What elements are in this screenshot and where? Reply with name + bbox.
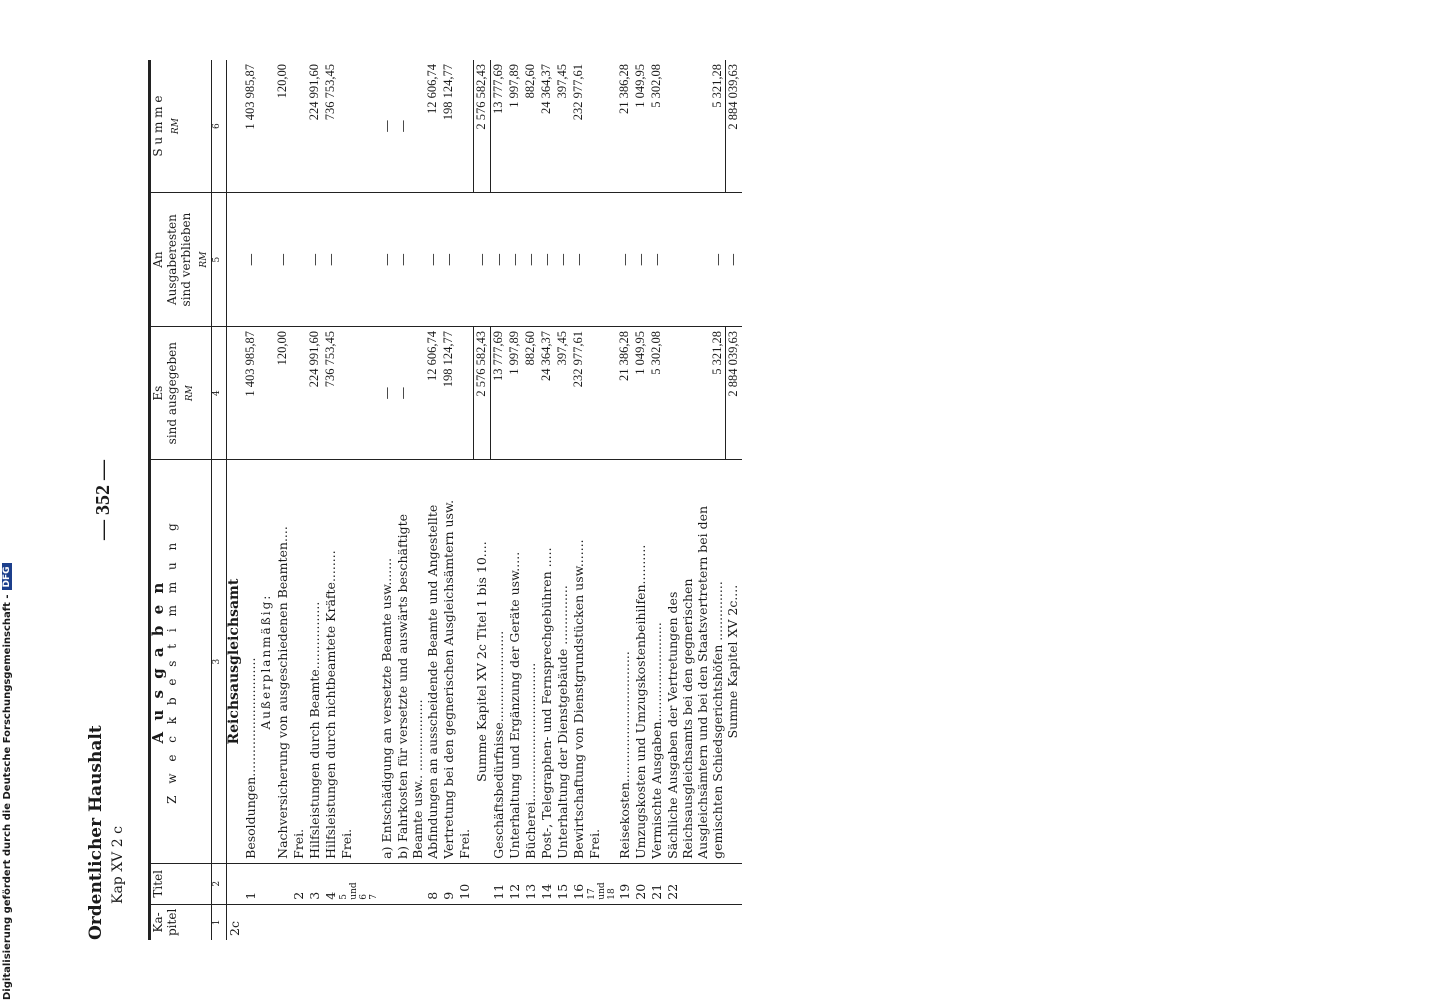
empty-cell (227, 327, 244, 460)
table-row (571, 60, 587, 940)
table-row (395, 60, 425, 940)
empty-cell (243, 904, 259, 940)
empty-cell (307, 904, 323, 940)
subtotal-reste: — (474, 193, 491, 327)
row-text: Sächliche Ausgaben der Vertretungen des Reichsausgleichsamts bei den gegnerischen Ausgleichsämtern und bei den Staatsvertretern bei den gemischten Schiedsgerichtshöfen ............... (665, 460, 725, 864)
row-text: Besoldungen.............................. (243, 460, 259, 864)
row-reste (339, 193, 379, 327)
colnum-3: 3 (212, 460, 227, 864)
row-text: Frei. (587, 460, 617, 864)
row-ausgegeben: 12 606,74 (425, 327, 441, 460)
row-text: Post-, Telegraphen- und Fernsprechgebühren ..... (539, 460, 555, 864)
dfg-side-note (0, 566, 14, 1000)
row-ausgegeben: 1 997,89 (507, 327, 523, 460)
row-ausgegeben: 736 753,45 (323, 327, 339, 460)
row-ausgegeben: — (379, 327, 395, 460)
empty-cell (523, 904, 539, 940)
total-ausgegeben: 2 884 039,63 (725, 327, 742, 460)
row-reste: — (379, 193, 395, 327)
subtotal-row (474, 60, 491, 940)
colnum-1: 1 (212, 904, 227, 940)
empty-cell (633, 904, 649, 940)
empty-cell (259, 193, 275, 327)
empty-cell (441, 904, 457, 940)
table-row (307, 60, 323, 940)
row-titel: 12 (507, 863, 523, 904)
col-summe-header (150, 60, 212, 193)
table-row (339, 60, 379, 940)
empty-cell (395, 904, 425, 940)
row-text: Geschäftsbedürfnisse....................... (491, 460, 508, 864)
row-ausgegeben: 5 321,28 (665, 327, 725, 460)
row-summe: 13 777,69 (491, 60, 508, 193)
row-titel: 21 (649, 863, 665, 904)
row-titel: 15 (555, 863, 571, 904)
row-summe: 882,60 (523, 64, 537, 99)
table-row (291, 60, 307, 940)
row-summe: 736 753,45 (323, 64, 337, 121)
table-row (441, 60, 457, 940)
row-titel: 11 (491, 863, 508, 904)
empty-cell (259, 60, 275, 193)
row-titel: 1 (243, 863, 259, 904)
colnum-4: 4 (212, 327, 227, 460)
row-summe (587, 60, 617, 193)
row-reste: — (395, 193, 425, 327)
row-text: Frei. (457, 460, 474, 864)
col-kapitel-label: Ka- pitel (151, 908, 179, 936)
row-ausgegeben: 224 991,60 (307, 327, 323, 460)
empty-cell (291, 904, 307, 940)
empty-cell (587, 904, 617, 940)
colnum-2: 2 (212, 863, 227, 904)
row-ausgegeben (339, 327, 379, 460)
total-text: Summe Kapitel XV 2c.... (725, 460, 742, 864)
row-titel (379, 863, 395, 904)
empty-cell (425, 904, 441, 940)
dfg-logo: DFG (2, 563, 12, 590)
table-row (649, 60, 665, 940)
col-reste-label: An Ausgaberesten sind verblieben (151, 212, 193, 307)
table-row (425, 60, 441, 940)
row-ausgegeben: 1 049,95 (633, 327, 649, 460)
dfg-note-text: Digitalisierung gefördert durch die Deutsche Forschungsgemeinschaft - (1, 594, 13, 1000)
row-ausgegeben: 397,45 (555, 327, 571, 460)
row-reste: — (571, 193, 587, 327)
page-title: Ordentlicher Haushalt (86, 725, 106, 940)
empty-cell (227, 193, 244, 327)
row-reste: — (617, 193, 633, 327)
col-ausgegeben-unit: RM (185, 385, 195, 402)
row-titel: 5 und 6 7 (339, 863, 379, 904)
row-reste (457, 193, 474, 327)
empty-cell (571, 904, 587, 940)
empty-cell (491, 904, 508, 940)
empty-cell (259, 904, 275, 940)
row-reste: — (665, 193, 725, 327)
row-summe: 397,45 (555, 64, 569, 99)
row-summe: 120,00 (275, 64, 289, 99)
row-reste: — (523, 193, 539, 327)
row-text: Unterhaltung der Dienstgebäude ............... (555, 460, 571, 864)
row-ausgegeben: 198 124,77 (441, 327, 457, 460)
section-ausserplan: Außerplanmäßig: (259, 460, 275, 864)
empty-cell (539, 904, 555, 940)
col-zweck-label: Z w e c k b e s t i m m u n g (165, 519, 179, 804)
table-row (457, 60, 474, 940)
table-row (243, 60, 259, 940)
row-summe: 21 386,28 (617, 64, 631, 114)
empty-cell (725, 863, 742, 904)
row-ausgegeben (291, 327, 307, 460)
col-titel-header (150, 863, 212, 904)
row-titel: 22 (665, 863, 725, 904)
row-ausgegeben: 24 364,37 (539, 327, 555, 460)
page-content (86, 60, 1346, 940)
row-summe: 12 606,74 (425, 64, 439, 114)
empty-cell (649, 904, 665, 940)
row-text: Unterhaltung und Ergänzung der Geräte usw..... (507, 460, 523, 864)
subtotal-ausgegeben: 2 576 582,43 (474, 327, 491, 460)
row-summe: 224 991,60 (307, 64, 321, 121)
row-summe: 5 302,08 (649, 64, 663, 108)
row-titel: 14 (539, 863, 555, 904)
row-titel: 9 (441, 863, 457, 904)
total-summe: 2 884 039,63 (725, 60, 742, 193)
colnum-5: 5 (212, 193, 227, 327)
table-row (523, 60, 539, 940)
row-summe: — (379, 119, 394, 133)
row-titel: 17 und 18 (587, 863, 617, 904)
table-row (507, 60, 523, 940)
row-titel: 13 (523, 863, 539, 904)
row-text: Frei. (291, 460, 307, 864)
row-summe: — (395, 119, 410, 133)
page-number: — 352 — (92, 460, 114, 540)
row-ausgegeben: 21 386,28 (617, 327, 633, 460)
empty-cell (379, 904, 395, 940)
row-ausgegeben (587, 327, 617, 460)
row-reste (587, 193, 617, 327)
row-reste: — (649, 193, 665, 327)
row-ausgegeben: 232 977,61 (571, 327, 587, 460)
row-text: Nachversicherung von ausgeschiedenen Beamten.... (275, 460, 291, 864)
empty-cell (275, 904, 291, 940)
empty-cell (725, 904, 742, 940)
col-reste-header (150, 193, 212, 327)
table-row (617, 60, 633, 940)
page-subtitle: Kap XV 2 c (110, 826, 126, 904)
empty-cell (555, 904, 571, 940)
table-row (275, 60, 291, 940)
row-summe: 1 403 985,87 (243, 64, 257, 130)
section-title: Reichsausgleichsamt (227, 460, 244, 864)
row-titel: 4 (323, 863, 339, 904)
table-row (323, 60, 339, 940)
row-reste: — (441, 193, 457, 327)
row-reste (291, 193, 307, 327)
row-titel (275, 863, 291, 904)
row-text: Bewirtschaftung von Dienstgrundstücken usw....... (571, 460, 587, 864)
col-kapitel-header (150, 904, 212, 940)
empty-cell (323, 904, 339, 940)
row-summe: 5 321,28 (709, 64, 724, 108)
row-ausgegeben: 1 403 985,87 (243, 327, 259, 460)
colnum-6: 6 (212, 60, 227, 193)
row-titel: 8 (425, 863, 441, 904)
row-summe: 24 364,37 (539, 64, 553, 114)
subtotal-text: Summe Kapitel XV 2c Titel 1 bis 10.... (474, 460, 491, 864)
row-text: Umzugskosten und Umzugskostenbeihilfen.......... (633, 460, 649, 864)
page-header (86, 60, 148, 940)
row-ausgegeben: 13 777,69 (491, 327, 508, 460)
row-reste: — (425, 193, 441, 327)
row-ausgegeben: 120,00 (275, 327, 291, 460)
row-titel: 10 (457, 863, 474, 904)
col-ausgegeben-header (150, 327, 212, 460)
row-titel (395, 863, 425, 904)
row-text: Hilfsleistungen durch Beamte................. (307, 460, 323, 864)
row-text: Vertretung bei den gegnerischen Ausgleichsämtern usw. (441, 460, 457, 864)
table-row (379, 60, 395, 940)
row-ausgegeben (457, 327, 474, 460)
row-summe: 232 977,61 (571, 64, 585, 121)
table-row (587, 60, 617, 940)
col-titel-label: Titel (151, 869, 165, 898)
row-ausgegeben: 5 302,08 (649, 327, 665, 460)
row-text: Frei. (339, 460, 379, 864)
row-summe (339, 60, 379, 193)
col-reste-unit: RM (199, 251, 209, 268)
col-ausgegeben-label: Es sind ausgegeben (151, 341, 179, 445)
row-text: Bücherei................................... (523, 460, 539, 864)
row-summe: 198 124,77 (441, 64, 455, 121)
row-text: b) Fahrkosten für versetzte und auswärts beschäftigte Beamte usw.. .................. (395, 460, 425, 864)
table-row (555, 60, 571, 940)
empty-cell (474, 904, 491, 940)
empty-cell (259, 863, 275, 904)
row-reste: — (323, 193, 339, 327)
kapitel-number: 2c (227, 904, 244, 940)
row-reste: — (307, 193, 323, 327)
row-titel: 16 (571, 863, 587, 904)
row-text: Hilfsleistungen durch nichtbeamtete Kräfte........ (323, 460, 339, 864)
empty-cell (457, 904, 474, 940)
col-ausgaben-header (150, 460, 212, 864)
table-row (665, 60, 725, 940)
empty-cell (259, 327, 275, 460)
empty-cell (339, 904, 379, 940)
empty-cell (617, 904, 633, 940)
row-summe: 1 997,89 (507, 64, 521, 108)
row-reste: — (507, 193, 523, 327)
row-text: Reisekosten................................. (617, 460, 633, 864)
col-summe-label: S u m m e (151, 95, 165, 157)
row-reste: — (539, 193, 555, 327)
budget-table (148, 60, 742, 940)
row-titel: 19 (617, 863, 633, 904)
row-titel: 2 (291, 863, 307, 904)
row-reste: — (243, 193, 259, 327)
col-summe-unit: RM (171, 118, 181, 135)
subtotal-summe: 2 576 582,43 (474, 60, 491, 193)
empty-cell (507, 904, 523, 940)
row-reste: — (633, 193, 649, 327)
row-text: a) Entschädigung an versetzte Beamte usw....... (379, 460, 395, 864)
table-row (491, 60, 508, 940)
table-row (539, 60, 555, 940)
row-reste: — (491, 193, 508, 327)
row-ausgegeben: — (395, 327, 425, 460)
row-summe (291, 60, 307, 193)
row-reste: — (555, 193, 571, 327)
total-reste: — (725, 193, 742, 327)
row-text: Abfindungen an ausscheidende Beamte und Angestellte (425, 460, 441, 864)
row-summe: 1 049,95 (633, 64, 647, 108)
row-reste: — (275, 193, 291, 327)
row-ausgegeben: 882,60 (523, 327, 539, 460)
empty-cell (665, 904, 725, 940)
row-summe (457, 60, 474, 193)
empty-cell (227, 60, 244, 193)
table-row (633, 60, 649, 940)
row-titel: 3 (307, 863, 323, 904)
col-ausgaben-label: A u s g a b e n (149, 579, 167, 744)
empty-cell (227, 863, 244, 904)
row-titel: 20 (633, 863, 649, 904)
row-text: Vermischte Ausgaben......................... (649, 460, 665, 864)
total-row (725, 60, 742, 940)
empty-cell (474, 863, 491, 904)
